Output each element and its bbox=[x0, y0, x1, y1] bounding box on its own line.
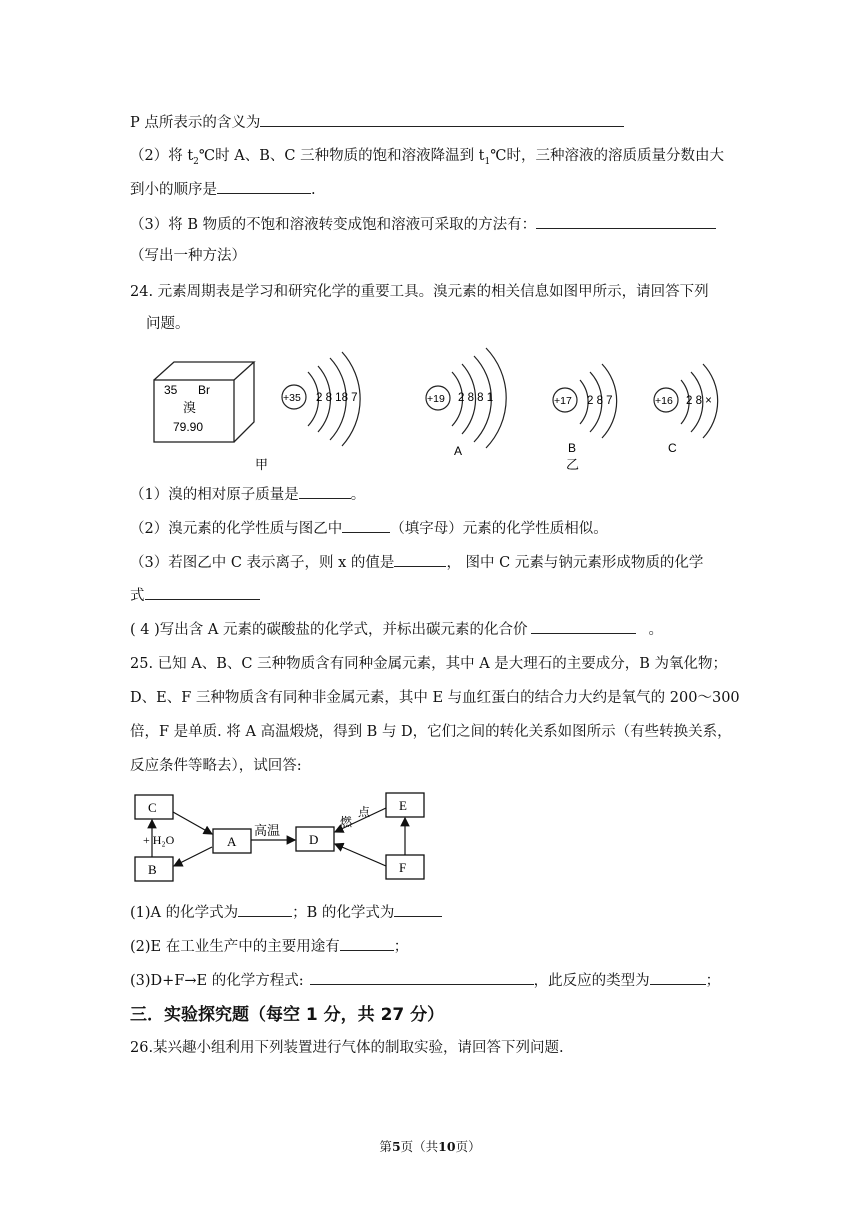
q23-part2-cont bbox=[130, 179, 316, 200]
q24-q2-post: （填字母）元素的化学性质相似。 bbox=[390, 521, 608, 537]
nucleus-a: +19 bbox=[427, 393, 445, 405]
arrow-a-b bbox=[174, 847, 212, 866]
q26-text: 26.某兴趣小组利用下列装置进行气体的制取实验，请回答下列问题. bbox=[130, 1040, 564, 1056]
q23-p-text: P 点所表示的含义为 bbox=[130, 115, 261, 131]
answer-blank bbox=[310, 970, 534, 985]
label-c: C bbox=[668, 441, 677, 455]
q24-q3-pre: （3）若图乙中 C 表示离子，则 x 的值是 bbox=[130, 555, 395, 571]
q24-q2 bbox=[130, 518, 608, 539]
q24-q1-end: 。 bbox=[350, 487, 366, 503]
q23-part3-note bbox=[130, 246, 246, 266]
answer-blank bbox=[394, 902, 442, 917]
q23-part2-mid: ℃时 A、B、C 三种物质的饱和溶液降温到 t bbox=[198, 148, 485, 164]
nucleus-b: +17 bbox=[554, 395, 572, 407]
q25-q2 bbox=[130, 936, 408, 957]
nucleus-c: +16 bbox=[655, 395, 673, 407]
answer-blank bbox=[340, 936, 394, 951]
q24-q4-pre: ( 4 )写出含 A 元素的碳酸盐的化学式，并标出碳元素的化合价 bbox=[130, 622, 528, 638]
answer-blank bbox=[299, 484, 351, 499]
element-symbol: Br bbox=[198, 383, 210, 397]
label-a: A bbox=[454, 444, 463, 458]
q25-q1-a: (1)A 的化学式为 bbox=[130, 905, 239, 921]
q24-intro-2 bbox=[146, 314, 190, 334]
arrow-f-d bbox=[335, 844, 386, 866]
label-jia: 甲 bbox=[255, 457, 269, 472]
q25-q3-mid: ，此反应的类型为 bbox=[533, 973, 650, 989]
note-text: （写出一种方法） bbox=[130, 248, 246, 264]
q25-intro-1 bbox=[130, 654, 727, 674]
q23-part3-text: （3）将 B 物质的不饱和溶液转变成饱和溶液可采取的方法有： bbox=[130, 217, 537, 233]
label-b: B bbox=[568, 441, 577, 455]
q24-q3-post: ， 图中 C 元素与钠元素形成物质的化学 bbox=[446, 555, 704, 571]
q25-q3-end: ； bbox=[705, 973, 721, 989]
q25-intro-2 bbox=[130, 688, 740, 708]
element-name: 溴 bbox=[183, 400, 197, 415]
page-footer bbox=[0, 1137, 860, 1155]
q24-intro-text: 24. 元素周期表是学习和研究化学的重要工具。溴元素的相关信息如图甲所示，请回答下列 bbox=[130, 284, 709, 300]
element-cube bbox=[154, 362, 254, 442]
q25-intro-text-4: 反应条件等略去），试回答: bbox=[130, 758, 302, 774]
q23-part3 bbox=[130, 214, 716, 235]
atomic-structure-figure bbox=[140, 342, 740, 474]
element-number: 35 bbox=[164, 383, 178, 397]
q24-intro-1 bbox=[130, 282, 709, 302]
q24-q3 bbox=[130, 552, 703, 573]
answer-blank bbox=[217, 179, 311, 194]
q23-part2-pre: （2）将 t bbox=[130, 148, 194, 164]
q23-p-line bbox=[130, 112, 624, 133]
label-b: B bbox=[148, 862, 157, 877]
answer-blank bbox=[394, 552, 446, 567]
label-c: C bbox=[148, 800, 157, 815]
answer-blank bbox=[342, 518, 390, 533]
q24-q1 bbox=[130, 484, 365, 505]
footer-post: 页） bbox=[455, 1139, 481, 1154]
q25-q2-end: ； bbox=[393, 939, 409, 955]
conversion-diagram bbox=[130, 790, 440, 890]
q24-q4-end: 。 bbox=[648, 622, 663, 638]
shells-jia: 2 8 18 7 bbox=[316, 392, 358, 404]
q24-q4 bbox=[130, 619, 663, 640]
label-dian: 点 bbox=[358, 805, 371, 819]
q23-part2-cont-text: 到小的顺序是 bbox=[130, 182, 217, 198]
answer-blank bbox=[238, 902, 292, 917]
q25-q1-b: ；B 的化学式为 bbox=[292, 905, 395, 921]
q23-part2 bbox=[130, 146, 724, 172]
page-total: 10 bbox=[438, 1139, 456, 1154]
q25-intro-3 bbox=[130, 722, 732, 742]
q24-q1-text: （1）溴的相对原子质量是 bbox=[130, 487, 299, 503]
footer-mid: 页（共 bbox=[400, 1139, 439, 1154]
period: . bbox=[311, 182, 316, 198]
answer-blank bbox=[650, 970, 706, 985]
q25-intro-4 bbox=[130, 756, 302, 776]
shells-c: 2 8 × bbox=[686, 395, 712, 407]
q25-q2-text: (2)E 在工业生产中的主要用途有 bbox=[130, 939, 340, 955]
label-gaowen: 高温 bbox=[254, 824, 281, 839]
q25-intro-text-1: 25. 已知 A、B、C 三种物质含有同种金属元素，其中 A 是大理石的主要成分，B 为氧化物； bbox=[130, 656, 728, 672]
shells-b: 2 8 7 bbox=[587, 395, 613, 407]
subscript: 2 bbox=[193, 156, 199, 167]
q24-q3-cont bbox=[130, 585, 260, 606]
page-number: 5 bbox=[391, 1139, 401, 1154]
q25-intro-text-2: D、E、F 三种物质含有同种非金属元素，其中 E 与血红蛋白的结合力大约是氧气的 200～300 bbox=[130, 690, 740, 706]
subscript: 1 bbox=[484, 156, 491, 167]
label-f: F bbox=[399, 860, 407, 875]
q25-q1 bbox=[130, 902, 442, 923]
arrow-c-a bbox=[173, 812, 212, 834]
answer-blank bbox=[260, 112, 624, 127]
nucleus-jia: +35 bbox=[283, 392, 301, 404]
q25-q3 bbox=[130, 970, 720, 991]
label-e: E bbox=[399, 798, 407, 813]
answer-blank bbox=[531, 619, 636, 634]
shells-a: 2 8 8 1 bbox=[458, 392, 494, 404]
footer-pre: 第 bbox=[379, 1139, 392, 1154]
label-h2o: + H₂O bbox=[143, 833, 175, 847]
q24-q3-cont-text: 式 bbox=[130, 588, 145, 604]
q24-q2-pre: （2）溴元素的化学性质与图乙中 bbox=[130, 521, 343, 537]
q24-intro-text-2: 问题。 bbox=[146, 316, 190, 332]
label-d: D bbox=[309, 832, 319, 847]
label-ran: 燃 bbox=[340, 815, 353, 829]
q25-q3-pre: (3)D+F→E 的化学方程式: bbox=[130, 973, 304, 989]
answer-blank bbox=[536, 214, 716, 229]
answer-blank bbox=[145, 585, 260, 600]
label-yi: 乙 bbox=[566, 457, 580, 472]
q23-part2-post: ℃时，三种溶液的溶质质量分数由大 bbox=[490, 148, 724, 164]
section-3-heading: 三．实验探究题（每空 1 分，共 27 分） bbox=[130, 1005, 445, 1025]
element-mass: 79.90 bbox=[173, 420, 204, 434]
label-a: A bbox=[227, 834, 237, 849]
q26 bbox=[130, 1038, 564, 1058]
q25-intro-text-3: 倍，F 是单质. 将 A 高温煅烧，得到 B 与 D，它们之间的转化关系如图所示（有些转换关系， bbox=[130, 724, 732, 740]
